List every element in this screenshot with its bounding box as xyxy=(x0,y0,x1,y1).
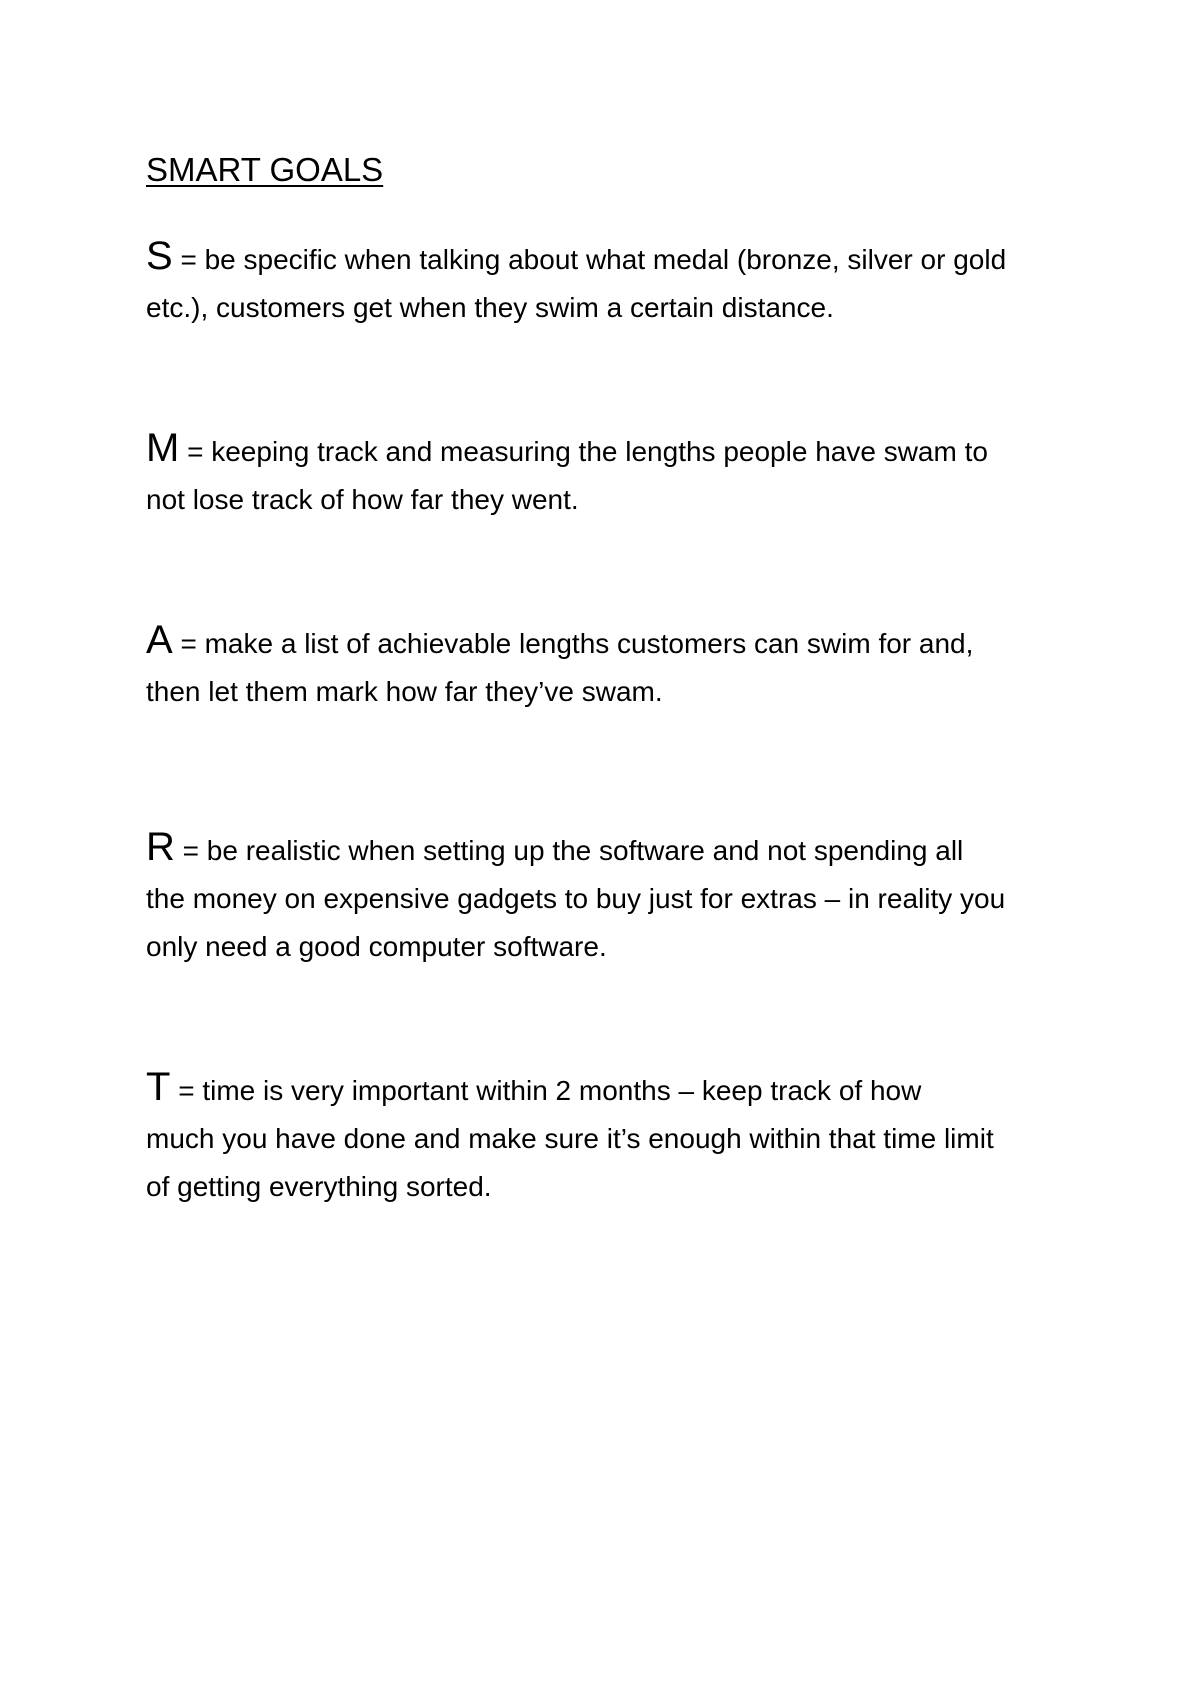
goal-line xyxy=(146,424,1076,476)
goal-text: = time is very important within 2 months – keep track of how xyxy=(170,1075,922,1106)
goal-achievable xyxy=(146,616,1076,716)
goal-text: then let them mark how far they’ve swam. xyxy=(146,676,663,707)
goal-letter: S xyxy=(146,234,173,278)
goal-line xyxy=(146,616,1076,668)
goal-letter: M xyxy=(146,426,180,470)
goal-text: much you have done and make sure it’s enough within that time limit xyxy=(146,1123,994,1154)
goal-line xyxy=(146,232,1076,284)
goal-text: = make a list of achievable lengths customers can swim for and, xyxy=(172,628,974,659)
goal-letter: A xyxy=(146,618,173,662)
goal-line xyxy=(146,823,1076,875)
goal-text: = be realistic when setting up the software and not spending all xyxy=(174,835,964,866)
goal-text: the money on expensive gadgets to buy just for extras – in reality you xyxy=(146,883,1006,914)
goal-text: not lose track of how far they went. xyxy=(146,484,579,515)
goal-text: etc.), customers get when they swim a certain distance. xyxy=(146,292,834,323)
document-title: SMART GOALS xyxy=(146,151,384,188)
goal-specific xyxy=(146,232,1076,332)
goal-text: = keeping track and measuring the lengths people have swam to xyxy=(179,436,988,467)
goal-measurable xyxy=(146,424,1076,524)
goal-time-bound xyxy=(146,1063,1076,1211)
goal-letter: R xyxy=(146,825,175,869)
goal-letter: T xyxy=(146,1065,171,1109)
goal-text: only need a good computer software. xyxy=(146,931,607,962)
goal-text: of getting everything sorted. xyxy=(146,1171,492,1202)
goal-realistic xyxy=(146,823,1076,971)
goal-text: = be specific when talking about what medal (bronze, silver or gold xyxy=(172,244,1007,275)
goal-line xyxy=(146,1063,1076,1115)
